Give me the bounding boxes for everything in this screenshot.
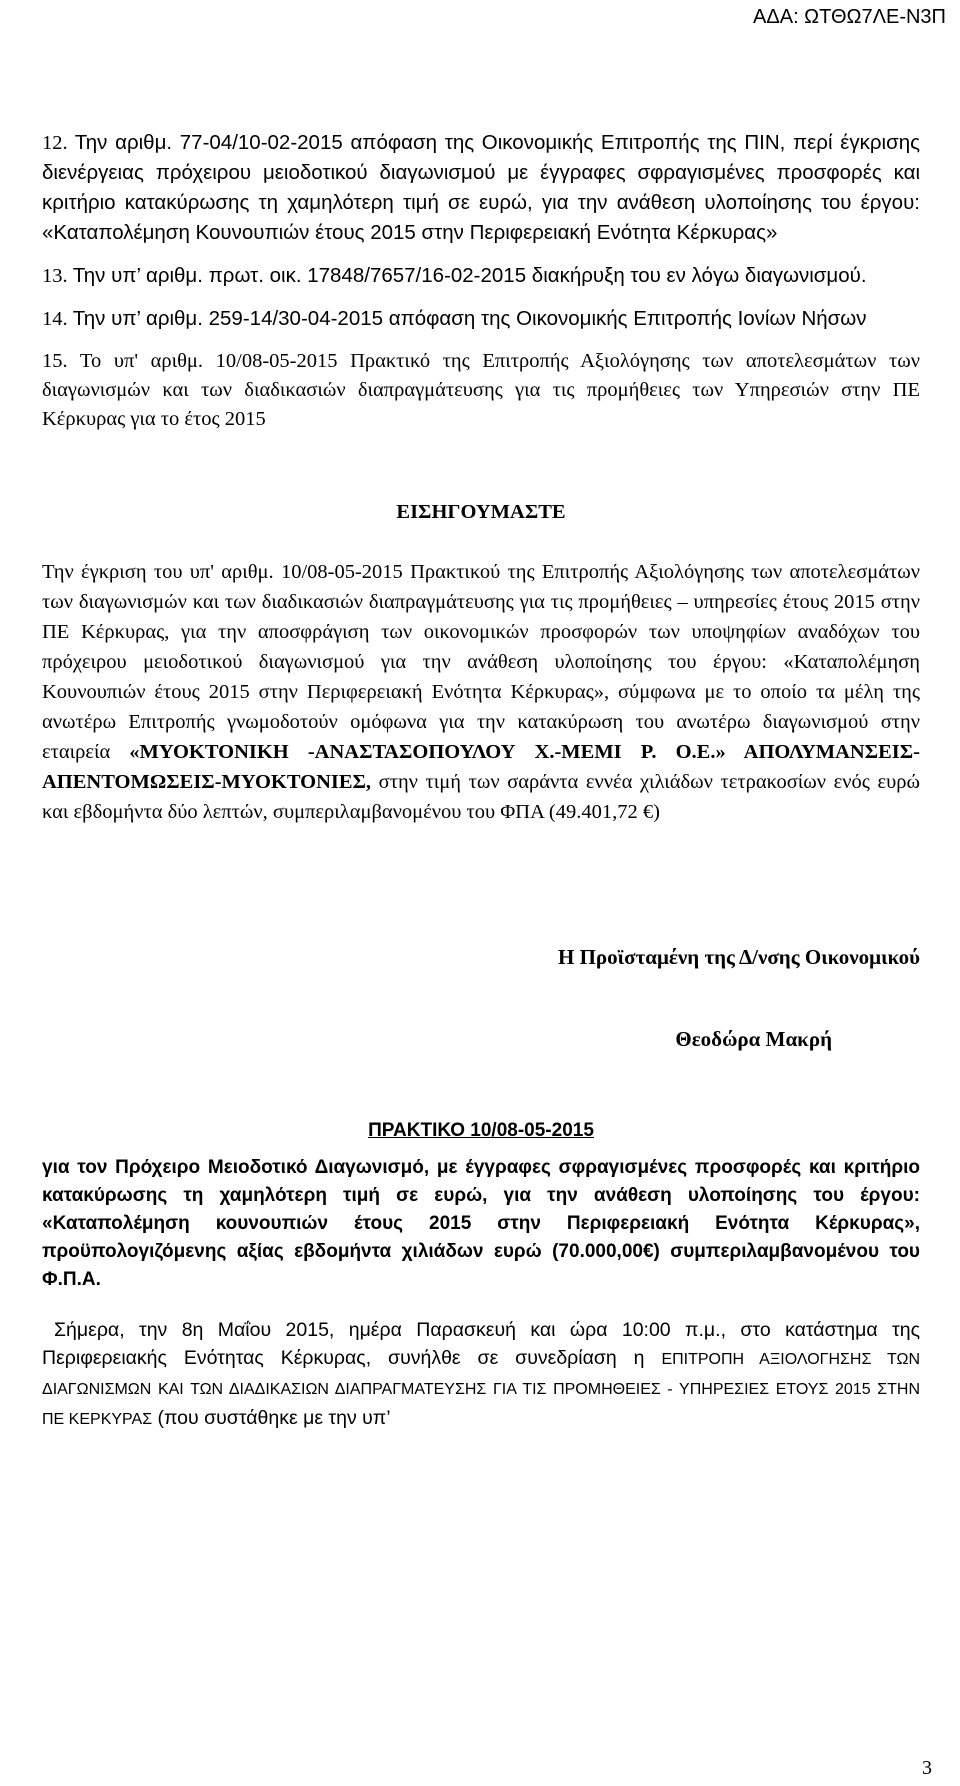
praktiko-description: για τον Πρόχειρο Μειοδοτικό Διαγωνισμό, με έγγραφες σφραγισμένες προσφορές και κριτήριο κατακύρωσης τη χαμηλότερη τιμή σε ευρώ, για την ανάθεση υλοποίησης του έργου: «Καταπολέμηση κουνουπιών έτους 2015 στην Περιφερειακή Ενότητα Κέρκυρας», προϋπολογιζόμενης αξίας εβδομήντα χιλιάδων ευρώ (70.000,00€) συμπεριλαμβανομένου του Φ.Π.Α.: [42, 1157, 920, 1290]
item-text: Την υπ’ αριθμ. πρωτ. οικ. 17848/7657/16-02-2015 διακήρυξη του εν λόγω διαγωνισμού.: [72, 264, 867, 287]
proposal-text: Την έγκριση του υπ' αριθμ. 10/08-05-2015 Πρακτικού της Επιτροπής Αξιολόγησης των αποτελεσμάτων των διαγωνισμών και των διαδικασιών διαπραγμάτευσης για τις προμήθειες – υπηρεσίες έτους 2015 στην ΠΕ Κέρκυρας, για την αποσφράγιση των οικονομικών προσφορών των υποψηφίων αναδόχων του πρόχειρου μειοδοτικού διαγωνισμού για την ανάθεση υλοποίησης του έργου: «Καταπολέμηση Κουνουπιών έτους 2015 στην Περιφερειακή Ενότητα Κέρκυρας», σύμφωνα με το οποίο τα μέλη της ανωτέρω Επιτροπής γνωμοδοτούν ομόφωνα για την κατακύρωση του ανωτέρω διαγωνισμού στην εταιρεία: [42, 561, 920, 763]
committee-name: ΕΠΙΤΡΟΠΗ ΑΞΙΟΛΟΓΗΣΗΣ ΤΩΝ ΔΙΑΓΩΝΙΣΜΩΝ ΚΑΙ ΤΩΝ ΔΙΑΔΙΚΑΣΙΩΝ ΔΙΑΠΡΑΓΜΑΤΕΥΣΗΣ ΓΙΑ ΤΙΣ ΠΡΟΜΗΘΕΙΕΣ - ΥΠΗΡΕΣΙΕΣ ΕΤΟΥΣ 2015 ΣΤΗΝ ΠΕ ΚΕΡΚΥΡΑΣ: [42, 1351, 920, 1428]
recommendation-heading: ΕΙΣΗΓΟΥΜΑΣΤΕ: [396, 501, 566, 523]
page-number: 3: [922, 1757, 932, 1779]
item-text: Το υπ' αριθμ. 10/08-05-2015 Πρακτικό της Επιτροπής Αξιολόγησης των αποτελεσμάτων των διαγωνισμών και των διαδικασιών διαπραγμάτευσης για τις προμήθειες των Υπηρεσιών στην ΠΕ Κέρκυρας για το έτος 2015: [42, 350, 920, 430]
reference-list: [42, 128, 920, 434]
proposal-paragraph: [42, 557, 920, 827]
proposal-price: στην τιμή των σαράντα εννέα χιλιάδων τετρακοσίων ενός ευρώ και εβδομήντα δύο λεπτών, συμπεριλαμβανομένου του ΦΠΑ (49.401,72 €): [42, 771, 920, 823]
item-number: 12.: [42, 132, 68, 154]
item-text: Την αριθμ. 77-04/10-02-2015 απόφαση της Οικονομικής Επιτροπής της ΠΙΝ, περί έγκρισης διενέργειας πρόχειρου μειοδοτικού διαγωνισμού με έγγραφες σφραγισμένες προσφορές και κριτήριο κατακύρωσης τη χαμηλότερη τιμή σε ευρώ, για την ανάθεση υλοποίησης του έργου: «Καταπολέμηση Κουνουπιών έτους 2015 στην Περιφερειακή Ενότητα Κέρκυρας»: [42, 131, 920, 244]
list-item: [42, 304, 920, 334]
praktiko-title: ΠΡΑΚΤΙΚΟ 10/08-05-2015: [368, 1120, 594, 1141]
signatory-role: Η Προϊσταμένη της Δ/νσης Οικονομικού: [558, 945, 920, 969]
praktiko-body-text: Σήμερα, την 8η Μαΐου 2015, ημέρα Παρασκευή και ώρα 10:00 π.μ., στο κατάστημα της Περιφερειακής Ενότητας Κέρκυρας, συνήλθε σε συνεδρίαση η: [42, 1319, 920, 1369]
ada-code: ΑΔΑ: ΩΤΘΩ7ΛΕ-Ν3Π: [753, 6, 946, 28]
list-item: [42, 128, 920, 248]
item-number: 15.: [42, 350, 68, 372]
document-page: [42, 128, 920, 1434]
list-item: [42, 347, 920, 434]
praktiko-body-end: (που συστάθηκε με την υπ’: [152, 1407, 391, 1429]
item-number: 13.: [42, 265, 68, 287]
list-item: [42, 261, 920, 291]
company-name: «ΜΥΟΚΤΟΝΙΚΗ -ΑΝΑΣΤΑΣΟΠΟΥΛΟΥ Χ.-ΜΕΜΙ Ρ. Ο.Ε.» ΑΠΟΛΥΜΑΝΣΕΙΣ-ΑΠΕΝΤΟΜΩΣΕΙΣ-ΜΥΟΚΤΟΝΙΕΣ,: [42, 741, 920, 793]
praktiko-body: [42, 1316, 920, 1434]
signatory-name: Θεοδώρα Μακρή: [675, 1027, 832, 1051]
item-text: Την υπ’ αριθμ. 259-14/30-04-2015 απόφαση της Οικονομικής Επιτροπής Ιονίων Νήσων: [72, 307, 867, 330]
item-number: 14.: [42, 308, 68, 330]
